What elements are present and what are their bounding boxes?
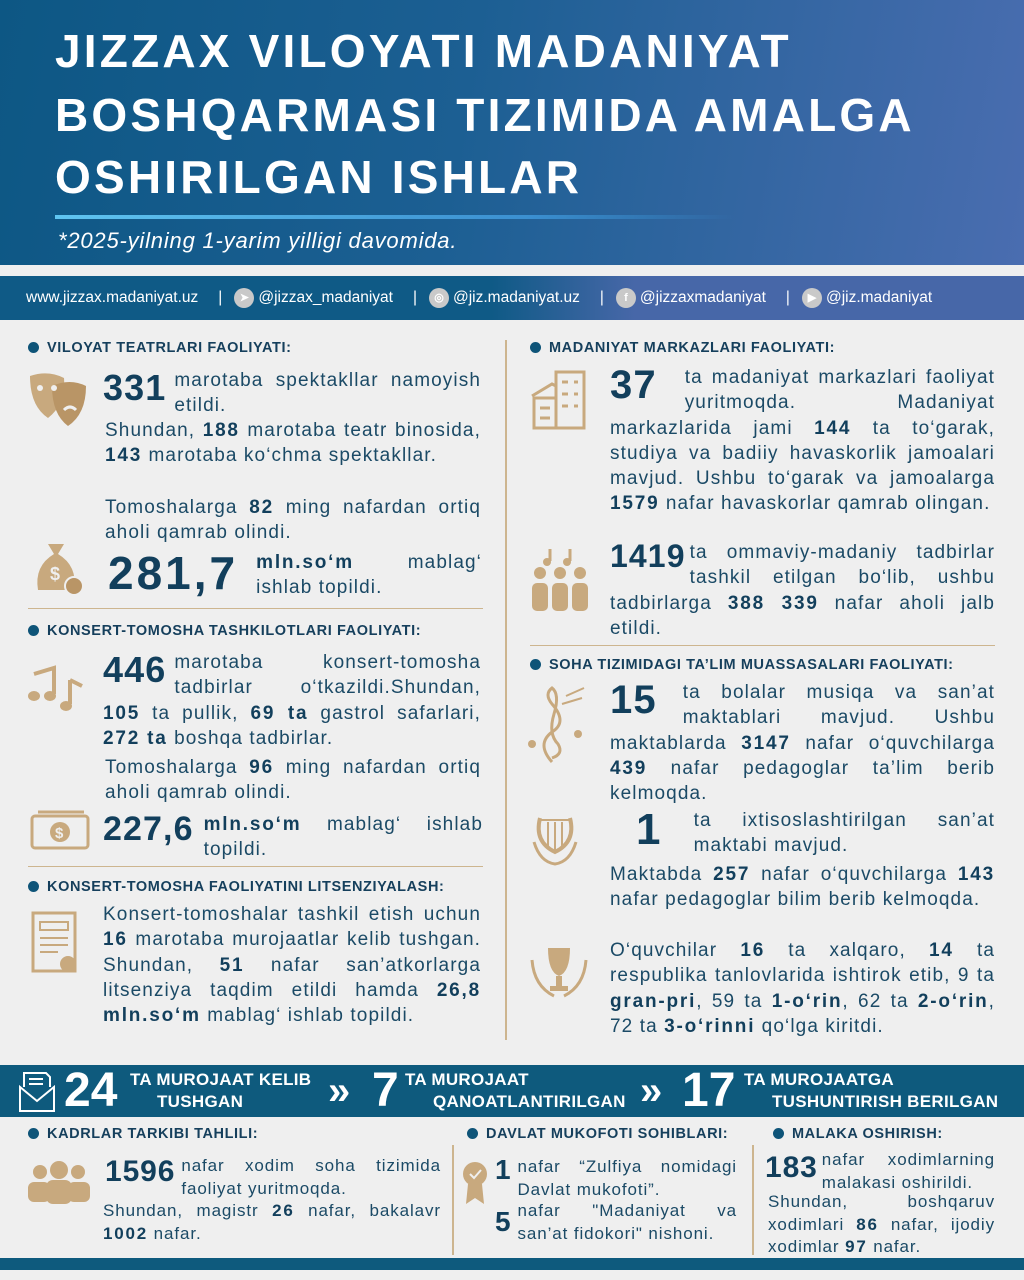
heading-text: MADANIYAT MARKAZLARI FAOLIYATI: — [549, 340, 836, 356]
highlight-value: 143 — [105, 445, 143, 467]
text-segment: marotaba murojaatlar kelib tushgan. Shundan, — [103, 929, 481, 976]
social-bar — [0, 276, 1024, 320]
highlight-value: mln.so‘m — [203, 814, 302, 835]
heading-text: KONSERT-TOMOSHA TASHKILOTLARI FAOLIYATI: — [47, 623, 422, 639]
text-segment: marotaba ko‘chma spektakllar. — [142, 445, 438, 467]
text-segment: ming nafardan ortiq aholi qamrab olindi. — [105, 757, 481, 804]
separator: | — [218, 289, 223, 306]
text-segment: ta respublika tanlovlarida ishtirok etib, 9 ta — [610, 940, 995, 987]
text-segment: Maktabda — [610, 864, 714, 885]
divider — [28, 608, 483, 609]
explained-label-1: TA MUROJAATGA — [744, 1070, 894, 1089]
telegram-icon: ➤ — [234, 288, 254, 308]
text-segment: , 59 ta — [696, 990, 772, 1012]
staff-heading — [28, 1126, 258, 1142]
centers-heading — [530, 340, 835, 356]
highlight-value: 272 ta — [103, 727, 168, 749]
concerts-paragraph-2 — [105, 755, 481, 806]
highlight-value: 97 — [845, 1237, 868, 1256]
highlight-number: 331 — [103, 367, 167, 408]
culture-center-building-icon — [530, 366, 590, 432]
education-heading — [530, 657, 954, 673]
education-paragraph-3 — [610, 862, 995, 913]
staff-group-icon — [26, 1160, 92, 1204]
highlight-value: 105 — [103, 702, 141, 724]
highlight-value: gran-pri — [610, 990, 697, 1012]
text-segment: nafar havaskorlar qamrab olingan. — [659, 493, 991, 515]
highlight-value: mln.so‘m — [256, 552, 354, 573]
text-segment: mablag‘ ishlab topildi. — [256, 552, 482, 599]
text-segment: nafar, ijodiy xodimlar — [768, 1214, 995, 1256]
text-segment: nafar pedagoglar bilim berib kelmoqda. — [610, 889, 981, 911]
facebook-icon: f — [616, 288, 636, 308]
heading-text: KADRLAR TARKIBI TAHLILI: — [47, 1126, 259, 1142]
centers-block-2 — [610, 540, 995, 641]
text-segment: Tomoshalarga — [105, 497, 250, 518]
text-segment: nafar. — [148, 1223, 202, 1243]
text-segment: nafar san’atkorlarga litsenziya taqdim etildi hamda — [103, 954, 481, 1001]
highlight-number: 37 — [610, 363, 657, 407]
text-segment: nafar pedagoglar ta’lim berib kelmoqda. — [610, 757, 995, 805]
heading-text: DAVLAT MUKOFOTI SOHIBLARI: — [486, 1126, 729, 1142]
highlight-value: 14 — [929, 940, 954, 961]
website-link[interactable]: www.jizzax.madaniyat.uz — [26, 289, 199, 306]
text-segment: ta xalqaro, — [765, 940, 930, 961]
footer-bar — [0, 1258, 1024, 1270]
concerts-heading — [28, 623, 421, 639]
text-segment: marotaba teatr binosida, — [239, 420, 481, 441]
text-segment: boshqa tadbirlar. — [167, 727, 334, 749]
text-segment: marotaba konsert-tomosha tadbirlar o‘tkazildi.Shundan, — [174, 652, 481, 699]
title-line-1: JIZZAX VILOYATI MADANIYAT — [55, 25, 792, 77]
licensing-paragraph — [103, 902, 481, 1028]
highlight-value: 1-o‘rin — [771, 990, 843, 1012]
satisfied-label-1: TA MUROJAAT — [405, 1070, 529, 1089]
text-segment: nafar xodim soha tizimida faoliyat yuritmoqda. — [181, 1156, 441, 1198]
title-line-3: OSHIRILGAN ISHLAR — [55, 151, 583, 203]
received-label-1: TA MUROJAAT KELIB — [130, 1070, 312, 1089]
satisfied-count: 7 — [372, 1064, 399, 1117]
chevron-right-icon: » — [640, 1069, 663, 1113]
text-segment: nafar, bakalavr — [294, 1201, 441, 1220]
centers-block-1 — [610, 365, 995, 517]
concerts-block-2 — [103, 812, 483, 863]
text-segment: gastrol safarlari, — [308, 702, 481, 724]
highlight-value: 96 — [249, 757, 274, 778]
received-count: 24 — [64, 1064, 118, 1117]
text-segment: nafar. — [867, 1237, 922, 1256]
training-paragraph-2 — [768, 1191, 995, 1259]
highlight-value: 16 — [103, 929, 128, 951]
education-paragraph-4 — [610, 938, 995, 1039]
highlight-value: 144 — [814, 417, 852, 439]
highlight-value: 51 — [219, 954, 245, 976]
separator: | — [412, 289, 417, 306]
highlight-number: 446 — [103, 649, 167, 690]
lyre-laurel-icon — [530, 812, 580, 868]
cash-icon — [30, 808, 92, 850]
text-segment: ming nafardan ortiq aholi qamrab olindi. — [105, 497, 481, 544]
appeals-banner — [0, 1065, 1024, 1117]
text-segment: ta pullik, — [140, 702, 251, 724]
highlight-number: 183 — [765, 1151, 818, 1184]
svg-text:$: $ — [50, 564, 61, 584]
education-block-1 — [610, 680, 995, 806]
facebook-link[interactable]: @jizzaxmadaniyat — [639, 289, 766, 306]
text-segment: nafar "Madaniyat va san’at fidokori" nishoni. — [517, 1201, 737, 1243]
column-divider — [752, 1145, 754, 1255]
title-line-2: BOSHQARMASI TIZIMIDA AMALGA — [55, 89, 915, 141]
text-segment: ta madaniyat markazlari faoliyat yuritmoqda. Madaniyat markazlarida jami — [610, 367, 995, 439]
highlight-value: 388 339 — [727, 592, 819, 614]
text-segment: ta ixtisoslashtirilgan san’at maktabi mavjud. — [693, 810, 995, 857]
text-segment: nafar aholi jalb etildi. — [610, 592, 995, 639]
highlight-value: 16 — [740, 940, 766, 961]
audience-people-icon — [528, 545, 592, 617]
divider — [530, 645, 995, 646]
heading-text: VILOYAT TEATRLARI FAOLIYATI: — [47, 340, 292, 356]
highlight-value: 1579 — [610, 493, 660, 515]
text-segment: Shundan, boshqaruv xodimlari — [768, 1192, 995, 1234]
text-segment: O‘quvchilar — [610, 940, 741, 961]
highlight-value: 439 — [610, 757, 648, 779]
highlight-number: 227,6 — [103, 810, 194, 848]
heading-text: MALAKA OSHIRISH: — [792, 1126, 943, 1142]
awards-block-1 — [495, 1156, 737, 1201]
text-segment: , 72 ta — [610, 990, 995, 1037]
award-medal-icon — [460, 1160, 490, 1206]
separator: | — [599, 289, 604, 306]
text-segment: Shundan, — [105, 420, 203, 441]
money-bag-icon — [30, 540, 88, 598]
training-block-1 — [765, 1149, 995, 1194]
text-segment: ta bolalar musiqa va san’at maktablari mavjud. Ushbu maktablarda — [610, 682, 995, 754]
highlight-value: mln.so‘m — [103, 1005, 201, 1027]
highlight-number: 1419 — [610, 538, 686, 574]
highlight-number: 1 — [495, 1154, 512, 1185]
highlight-value: 69 ta — [250, 702, 309, 724]
theatres-paragraph-3 — [105, 495, 481, 546]
column-divider — [505, 340, 507, 1040]
highlight-number: 1 — [636, 805, 662, 854]
music-notes-icon — [26, 660, 88, 714]
highlight-value: 3-o‘rinni — [664, 1015, 756, 1037]
highlight-value: 26 — [272, 1201, 295, 1220]
theatres-heading — [28, 340, 292, 356]
highlight-value: 2-o‘rin — [917, 990, 989, 1012]
concerts-block-1 — [103, 650, 481, 751]
heading-text: KONSERT-TOMOSHA FAOLIYATINI LITSENZIYALASH: — [47, 879, 445, 895]
highlight-value: 26,8 — [436, 979, 481, 1001]
text-segment: mablag‘ ishlab topildi. — [203, 814, 483, 861]
text-segment: , 62 ta — [842, 990, 918, 1012]
licensing-heading — [28, 879, 444, 895]
text-segment: nafar xodimlarning malakasi oshirildi. — [821, 1150, 995, 1192]
education-block-2 — [610, 805, 995, 859]
header-banner — [0, 0, 1024, 265]
received-label-2: TUSHGAN — [157, 1092, 244, 1111]
youtube-icon: ▶ — [802, 288, 822, 308]
explained-count: 17 — [682, 1064, 736, 1117]
text-segment: Tomoshalarga — [105, 757, 250, 778]
mail-document-icon — [18, 1069, 56, 1113]
staff-block-1 — [105, 1155, 441, 1200]
highlight-value: 143 — [957, 864, 995, 885]
violin-treble-clef-icon — [522, 684, 590, 766]
instagram-icon: ◎ — [429, 288, 449, 308]
trophy-laurel-icon — [528, 942, 590, 1002]
highlight-value: 82 — [249, 497, 274, 518]
chevron-right-icon: » — [328, 1069, 351, 1113]
highlight-value: 188 — [202, 420, 240, 441]
instagram-link[interactable]: @jiz.madaniyat.uz — [453, 289, 580, 306]
highlight-number: 1596 — [105, 1155, 176, 1188]
subtitle: *2025-yilning 1-yarim yilligi davomida. — [58, 228, 458, 253]
text-segment: marotaba spektakllar namoyish etildi. — [174, 370, 481, 417]
theatre-masks-icon — [26, 370, 90, 430]
highlight-value: 86 — [856, 1214, 879, 1234]
highlight-number: 5 — [495, 1206, 512, 1237]
text-segment: nafar “Zulfiya nomidagi Davlat mukofoti”. — [517, 1157, 737, 1199]
staff-paragraph-2 — [103, 1200, 441, 1245]
text-segment: ta ommaviy-madaniy tadbirlar tashkil etilgan bo‘lib, ushbu tadbirlarga — [610, 542, 995, 614]
theatres-block-1 — [103, 368, 481, 419]
heading-text: SOHA TIZIMIDAGI TA’LIM MUASSASALARI FAOLIYATI: — [549, 657, 954, 673]
text-segment: nafar o‘quvchilarga — [790, 732, 995, 754]
title-underline — [55, 215, 735, 219]
svg-text:$: $ — [55, 825, 64, 842]
divider — [28, 866, 483, 867]
training-heading — [773, 1126, 943, 1142]
text-segment: Shundan, magistr — [103, 1201, 273, 1220]
text-segment: nafar o‘quvchilarga — [750, 864, 958, 885]
satisfied-label-2: QANOATLANTIRILGAN — [433, 1092, 626, 1111]
highlight-value: 3147 — [741, 732, 791, 754]
text-segment: mablag‘ ishlab topildi. — [200, 1005, 415, 1027]
text-segment: qo‘lga kiritdi. — [755, 1015, 884, 1037]
highlight-value: 257 — [713, 864, 751, 885]
highlight-number: 281,7 — [108, 547, 239, 599]
awards-block-2 — [495, 1200, 737, 1245]
highlight-number: 15 — [610, 678, 657, 722]
text-segment: ta to‘garak, studiya va badiiy havaskorlik jamoalari mavjud. Ushbu to‘garak va jamoalarga — [610, 417, 996, 490]
theatres-block-2 — [108, 547, 482, 601]
highlight-value: 1002 — [103, 1223, 149, 1243]
youtube-link[interactable]: @jiz.madaniyat — [825, 289, 933, 306]
separator: | — [785, 289, 790, 306]
awards-heading — [467, 1126, 728, 1142]
certificate-icon — [30, 910, 82, 980]
explained-label-2: TUSHUNTIRISH BERILGAN — [772, 1092, 999, 1111]
column-divider — [452, 1145, 454, 1255]
text-segment: Konsert-tomoshalar tashkil etish uchun — [103, 904, 481, 925]
theatres-paragraph-2 — [105, 418, 481, 469]
telegram-link[interactable]: @jizzax_madaniyat — [258, 289, 393, 306]
